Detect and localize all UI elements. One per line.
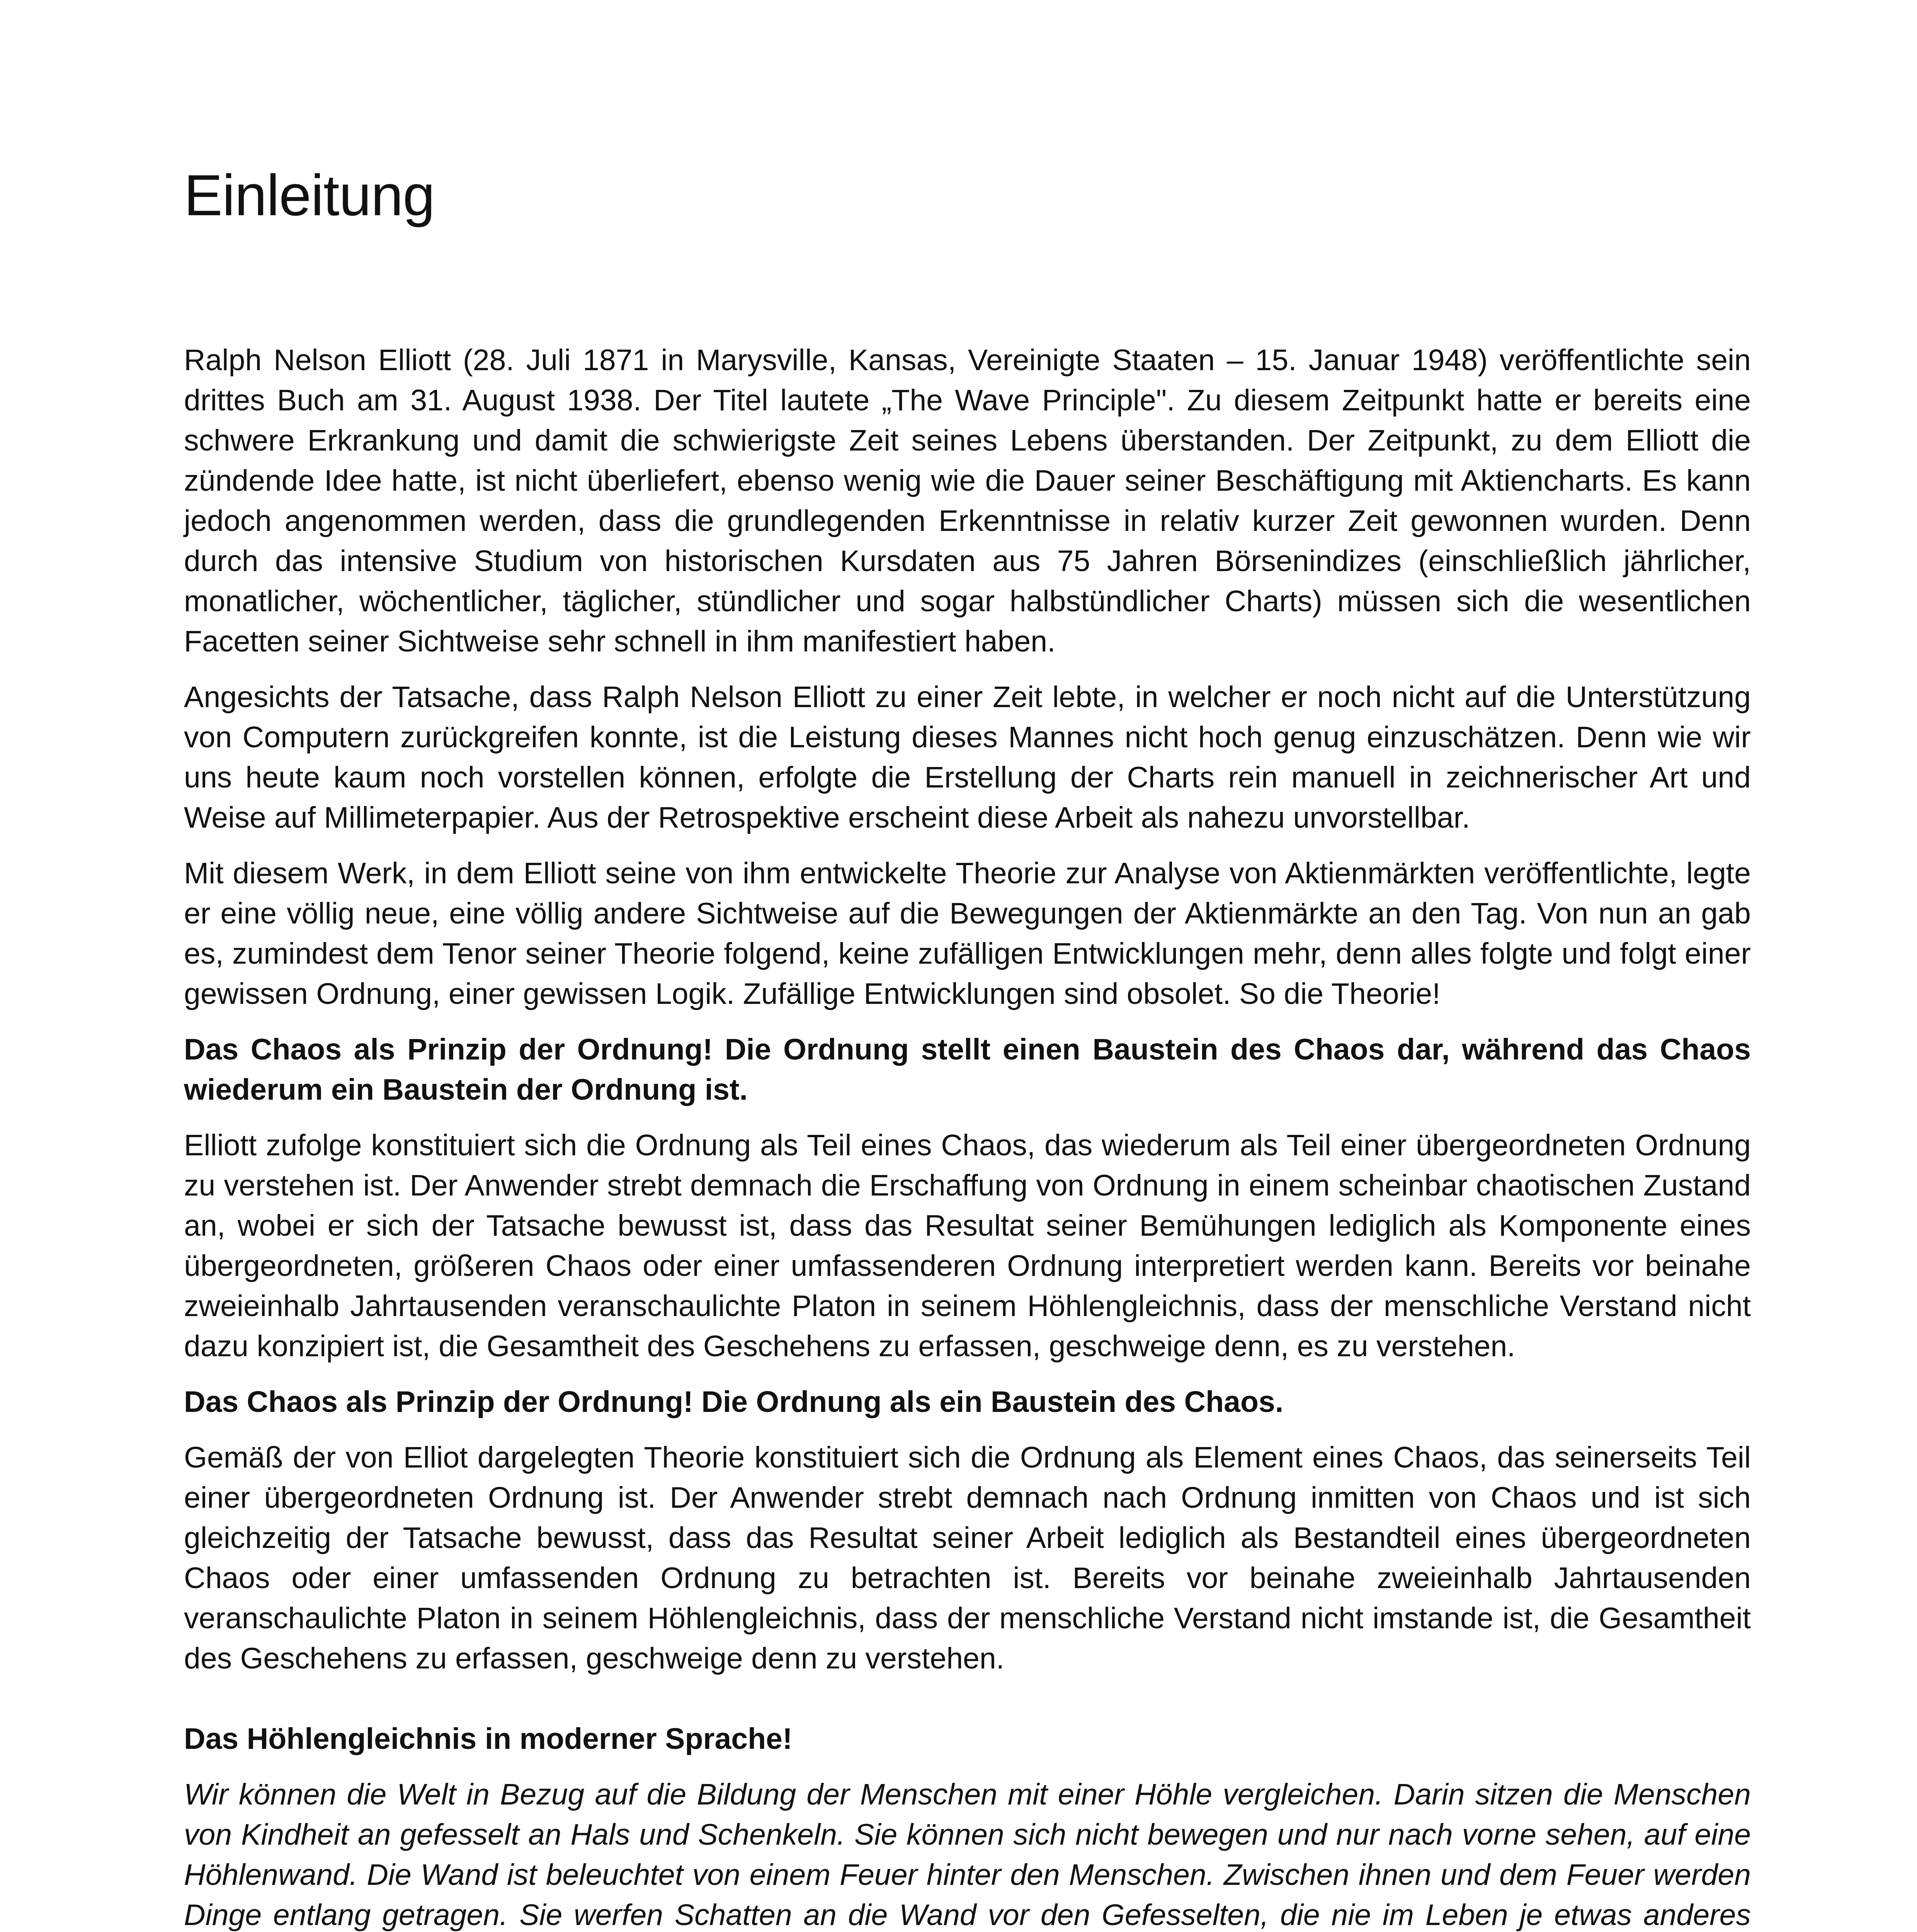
paragraph-elliott-biography: Ralph Nelson Elliott (28. Juli 1871 in Marysville, Kansas, Vereinigte Staaten – 15. Januar 1948) veröffentlichte sein drittes Buch am 31. August 1938. Der Titel lautete „The Wave Principle". Zu diesem Zeitpunkt hatte er bereits eine schwere Erkrankung und damit die schwierigste Zeit seines Lebens überstanden. Der Zeitpunkt, zu dem Elliott die zündende Idee hatte, ist nicht überliefert, ebenso wenig wie die Dauer seiner Beschäftigung mit Aktiencharts. Es kann jedoch angenommen werden, dass die grundlegenden Erkenntnisse in relativ kurzer Zeit gewonnen wurden. Denn durch das intensive Studium von historischen Kursdaten aus 75 Jahren Börsenindizes (einschließlich jährlicher, monatlicher, wöchentlicher, täglicher, stündlicher und sogar halbstündlicher Charts) müssen sich die wesentlichen Facetten seiner Sichtweise sehr schnell in ihm manifestiert haben. xyxy=(184,344,1751,658)
bold-statement-order-building-block: Das Chaos als Prinzip der Ordnung! Die Ordnung als ein Baustein des Chaos. xyxy=(184,1385,1284,1418)
bold-statement-chaos-order: Das Chaos als Prinzip der Ordnung! Die Ordnung stellt einen Baustein des Chaos dar, während das Chaos wiederum ein Baustein der Ordnung ist. xyxy=(184,1033,1751,1106)
paragraph-order-chaos-1: Elliott zufolge konstituiert sich die Ordnung als Teil eines Chaos, das wiederum als Teil einer übergeordneten Ordnung zu verstehen ist. Der Anwender strebt demnach die Erschaffung von Ordnung in einem scheinbar chaotischen Zustand an, wobei er sich der Tatsache bewusst ist, dass das Resultat seiner Bemühungen lediglich als Komponente eines übergeordneten, größeren Chaos oder einer umfassenderen Ordnung interpretiert werden kann. Bereits vor beinahe zweieinhalb Jahrtausenden veranschaulichte Platon in seinem Höhlengleichnis, dass der menschliche Verstand nicht dazu konzipiert ist, die Gesamtheit des Geschehens zu erfassen, geschweige denn, es zu verstehen. xyxy=(184,1129,1751,1363)
body-text xyxy=(184,340,1751,1932)
paragraph-elliott-achievement: Angesichts der Tatsache, dass Ralph Nelson Elliott zu einer Zeit lebte, in welcher er noch nicht auf die Unterstützung von Computern zurückgreifen konnte, ist die Leistung dieses Mannes nicht hoch genug einzuschätzen. Denn wie wir uns heute kaum noch vorstellen können, erfolgte die Erstellung der Charts rein manuell in zeichnerischer Art und Weise auf Millimeterpapier. Aus der Retrospektive erscheint diese Arbeit als nahezu unvorstellbar. xyxy=(184,680,1751,834)
italic-paragraph-cave: Wir können die Welt in Bezug auf die Bildung der Menschen mit einer Höhle vergleichen. Darin sitzen die Menschen von Kindheit an gefesselt an Hals und Schenkeln. Sie können sich nicht bewegen und nur nach vorne sehen, auf eine Höhlenwand. Die Wand ist beleuchtet von einem Feuer hinter den Menschen. Zwischen ihnen und dem Feuer werden Dinge entlang getragen. Sie werfen Schatten an die Wand vor den Gefesselten, die nie im Leben je etwas anderes xyxy=(184,1778,1751,1932)
paragraph-order-chaos-2: Gemäß der von Elliot dargelegten Theorie konstituiert sich die Ordnung als Element eines Chaos, das seinerseits Teil einer übergeordneten Ordnung ist. Der Anwender strebt demnach nach Ordnung inmitten von Chaos und ist sich gleichzeitig der Tatsache bewusst, dass das Resultat seiner Arbeit lediglich als Bestandteil eines übergeordneten Chaos oder einer umfassenden Ordnung zu betrachten ist. Bereits vor beinahe zweieinhalb Jahrtausenden veranschaulichte Platon in seinem Höhlengleichnis, dass der menschliche Verstand nicht imstande ist, die Gesamtheit des Geschehens zu erfassen, geschweige denn zu verstehen. xyxy=(184,1441,1751,1675)
subheading-cave-allegory: Das Höhlengleichnis in moderner Sprache! xyxy=(184,1722,793,1755)
paragraph-elliott-theory: Mit diesem Werk, in dem Elliott seine von ihm entwickelte Theorie zur Analyse von Aktienmärkten veröffentlichte, legte er eine völlig neue, eine völlig andere Sichtweise auf die Bewegungen der Aktienmärkte an den Tag. Von nun an gab es, zumindest dem Tenor seiner Theorie folgend, keine zufälligen Entwicklungen mehr, denn alles folgte und folgt einer gewissen Ordnung, einer gewissen Logik. Zufällige Entwicklungen sind obsolet. So die Theorie! xyxy=(184,857,1751,1010)
page-title: Einleitung xyxy=(184,163,435,228)
